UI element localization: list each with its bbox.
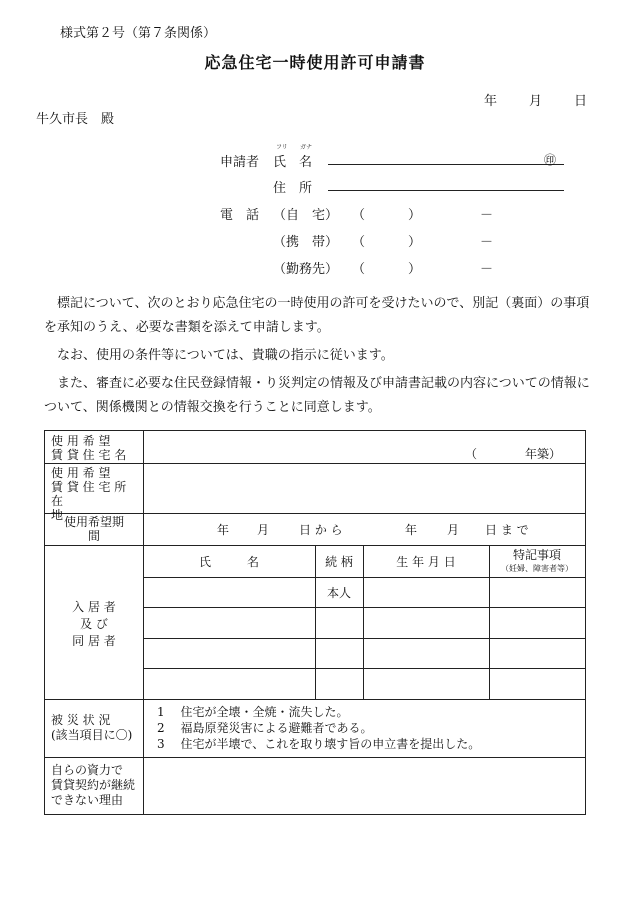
paren-open: （ [352,235,366,250]
col-header-relation: 続 柄 [325,555,353,569]
addressee: 牛久市長 殿 [36,112,115,127]
dash: － [480,208,494,223]
row-divider [45,757,585,758]
phone-work-label: （勤務先） [273,262,339,277]
body-text [44,292,592,420]
period-day-from: 日 か ら [299,523,343,537]
phone-mobile-label: （携 帯） [273,235,339,250]
row-divider [143,668,585,669]
period-month-to: 月 [447,523,460,537]
reason-field[interactable] [145,759,583,811]
period-year-to: 年 [405,523,418,537]
disaster-option[interactable]: 1 住宅が全壊・全焼・流失した。 [157,705,349,719]
date-year: 年 [484,94,498,109]
paren-close: ） [408,262,422,277]
furigana-2: ガナ [300,144,313,151]
address-label: 住 所 [273,181,313,196]
date-month: 月 [529,94,543,109]
label-period: 使用希望期 間 [63,515,124,543]
dash: － [480,235,494,250]
paragraph-1: 標記について、次のとおり応急住宅の一時使用の許可を受けたいので、別記（裏面）の事項を承知のうえ、必要な書類を添えて申請します。 [44,296,590,335]
built-years-label: 年築） [525,447,562,461]
label-residents: 入 居 者 及 び 同 居 者 [72,600,116,648]
label-reason: 自らの資力で 賃貸契約が継続 できない理由 [51,763,136,807]
disaster-option[interactable]: 3 住宅が半壊で、これを取り壊す旨の申立書を提出した。 [157,737,481,751]
phone-label: 電 話 [220,208,260,223]
applicant-label: 申請者 [220,155,260,170]
name-line[interactable] [328,164,564,165]
period-year-from: 年 [217,523,230,537]
paragraph-3: また、審査に必要な住民登録情報・り災判定の情報及び申請書記載の内容についての情報について、関係機関との情報交換を行うことに同意します。 [44,376,590,415]
label-disaster-status: 被 災 状 況 (該当項目に〇) [51,713,133,742]
col-divider [143,431,144,814]
housing-name-field[interactable] [145,432,583,462]
phone-home-label: （自 宅） [273,208,339,223]
built-paren-open: （ [465,447,478,461]
row-divider [45,463,585,464]
row-divider [143,577,585,578]
relation-self: 本人 [326,586,351,600]
period-month-from: 月 [257,523,270,537]
housing-address-field[interactable] [145,465,583,511]
paragraph-2: なお、使用の条件等については、貴職の指示に従います。 [57,348,394,363]
page-title: 応急住宅一時使用許可申請書 [204,53,426,72]
disaster-options [157,704,480,752]
col-header-name: 氏 名 [198,555,259,569]
date-day: 日 [574,94,588,109]
paren-close: ） [408,235,422,250]
row-divider [143,638,585,639]
label-housing-name: 使 用 希 望 賃 貸 住 宅 名 [51,434,127,462]
form-number: 様式第２号（第７条関係） [60,26,217,41]
label-housing-address: 使 用 希 望 賃 貸 住 宅 所 在 地 [51,466,127,522]
paren-open: （ [352,208,366,223]
col-header-birthdate: 生 年 月 日 [396,555,456,569]
paren-close: ） [408,208,422,223]
row-divider [143,607,585,608]
col-header-notes: 特記事項 （妊婦、障害者等） [501,548,573,573]
application-table [44,430,586,815]
disaster-option[interactable]: 2 福島原発災害による避難者である。 [157,721,373,735]
address-line[interactable] [328,190,564,191]
seal-mark: ㊞ [544,153,557,167]
period-day-to: 日 ま で [485,523,529,537]
furigana-1: フリ [276,144,288,151]
dash: － [480,262,494,277]
row-divider [45,699,585,700]
name-label: 氏 名 [273,155,313,170]
paren-open: （ [352,262,366,277]
